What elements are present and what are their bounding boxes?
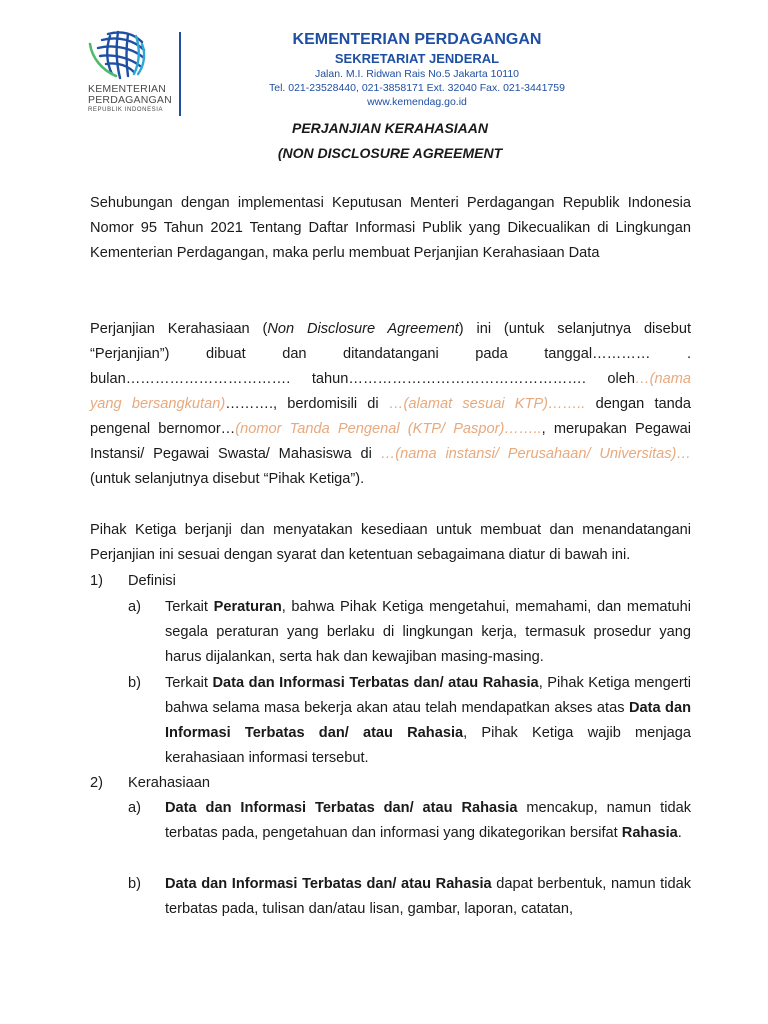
third-party-paragraph: Pihak Ketiga berjanji dan menyatakan kesediaan untuk membuat dan menandatangani Perjanjian ini sesuai dengan syarat dan ketentuan sebagaimana diatur di bawah ini. — [90, 522, 691, 563]
item-bold-run: Data dan Informasi Terbatas dan/ atau Rahasia — [165, 876, 492, 892]
item-text — [165, 872, 691, 922]
placeholder-address: …(alamat sesuai KTP)…….. — [388, 396, 586, 412]
item-text-run: Terkait — [165, 675, 213, 691]
item-text — [165, 671, 691, 771]
header-divider — [179, 32, 181, 116]
agreement-text: , merupakan Pegawai Instansi/ Pegawai Swasta/ Mahasiswa di — [90, 421, 691, 462]
item-bold-run: Data dan Informasi Terbatas dan/ atau Rahasia — [165, 800, 518, 816]
item-bold-run: Peraturan — [213, 599, 282, 615]
placeholder-institution: …(nama instansi/ Perusahaan/ Universitas)… — [380, 446, 691, 462]
item-bold-run: Data dan Informasi Terbatas dan/ atau Rahasia — [165, 700, 691, 741]
placeholder-name: …(nama yang bersangkutan) — [90, 371, 691, 412]
agreement-text: ) ini (untuk selanjutnya disebut “Perjanjian”) dibuat dan ditandatangani pada tanggal………… . bulan……………………………. tahun…………………………………………. oleh — [90, 321, 691, 387]
org-subtitle: SEKRETARIAT JENDERAL — [334, 51, 500, 66]
globe-logo-icon — [88, 28, 152, 82]
item-text-run: Terkait — [165, 599, 214, 615]
item-text-run: dapat berbentuk, namun tidak terbatas pada, tulisan dan/atau lisan, gambar, laporan, catatan, — [165, 876, 691, 917]
intro-paragraph: Sehubungan dengan implementasi Keputusan Menteri Perdagangan Republik Indonesia Nomor 95 Tahun 2021 Tentang Daftar Informasi Publik yang Dikecualikan di Lingkungan Kementerian Perdagangan, maka perlu membuat Perjanjian Kerahasiaan Data — [90, 195, 691, 261]
document-subtitle: (NON DISCLOSURE AGREEMENT — [277, 145, 503, 161]
section-label: Definisi — [128, 573, 176, 589]
org-phone: Tel. 021-23528440, 021-3858171 Ext. 32040 Fax. 021-3441759 — [269, 82, 565, 94]
org-website: www.kemendag.go.id — [367, 96, 467, 108]
item-text-run: , bahwa Pihak Ketiga mengetahui, memahami, dan mematuhi segala peraturan yang berlaku di lingkungan kerja, termasuk prosedur yang harus dijalankan, serta hak dan kewajiban masing-masing. — [165, 599, 691, 665]
item-bold-run: Data dan Informasi Terbatas dan/ atau Rahasia — [212, 675, 539, 691]
item-text-run: . — [677, 825, 682, 841]
section-label: Kerahasiaan — [128, 775, 210, 791]
item-text — [165, 595, 691, 670]
section-number: 2) — [90, 775, 103, 791]
agreement-italic: Non Disclosure Agreement — [267, 321, 459, 337]
agreement-text: ………., berdomisili di — [225, 396, 389, 412]
item-letter: b) — [128, 876, 141, 892]
ministry-logo — [88, 28, 180, 114]
agreement-text: Perjanjian Kerahasiaan ( — [90, 321, 268, 337]
org-title: KEMENTERIAN PERDAGANGAN — [292, 31, 542, 48]
agreement-text: (untuk selanjutnya disebut “Pihak Ketiga”). — [90, 471, 365, 487]
agreement-text: dengan tanda pengenal bernomor… — [90, 396, 692, 437]
logo-text-line: REPUBLIK INDONESIA — [88, 107, 164, 113]
item-letter: a) — [128, 599, 141, 615]
agreement-paragraph — [90, 317, 691, 492]
item-text-run: mencakup, namun tidak terbatas pada, pengetahuan dan informasi yang dikategorikan bersifat — [165, 800, 691, 841]
item-letter: a) — [128, 800, 141, 816]
item-text — [165, 796, 691, 846]
letterhead — [212, 30, 622, 109]
section-number: 1) — [90, 573, 103, 589]
item-text-run: , Pihak Ketiga mengerti bahwa selama masa bekerja akan atau telah mendapatkan akses atas — [165, 675, 691, 716]
item-letter: b) — [128, 675, 141, 691]
logo-text-line: PERDAGANGAN — [88, 94, 172, 106]
org-address: Jalan. M.I. Ridwan Rais No.5 Jakarta 10110 — [314, 68, 520, 80]
document-title: PERJANJIAN KERAHASIAAN — [291, 120, 489, 136]
logo-text-line: KEMENTERIAN — [88, 83, 167, 95]
placeholder-id-number: (nomor Tanda Pengenal (KTP/ Paspor)…….. — [235, 421, 542, 437]
item-text-run: , Pihak Ketiga wajib menjaga kerahasiaan informasi tersebut. — [165, 725, 691, 766]
item-bold-run: Rahasia — [621, 825, 678, 841]
